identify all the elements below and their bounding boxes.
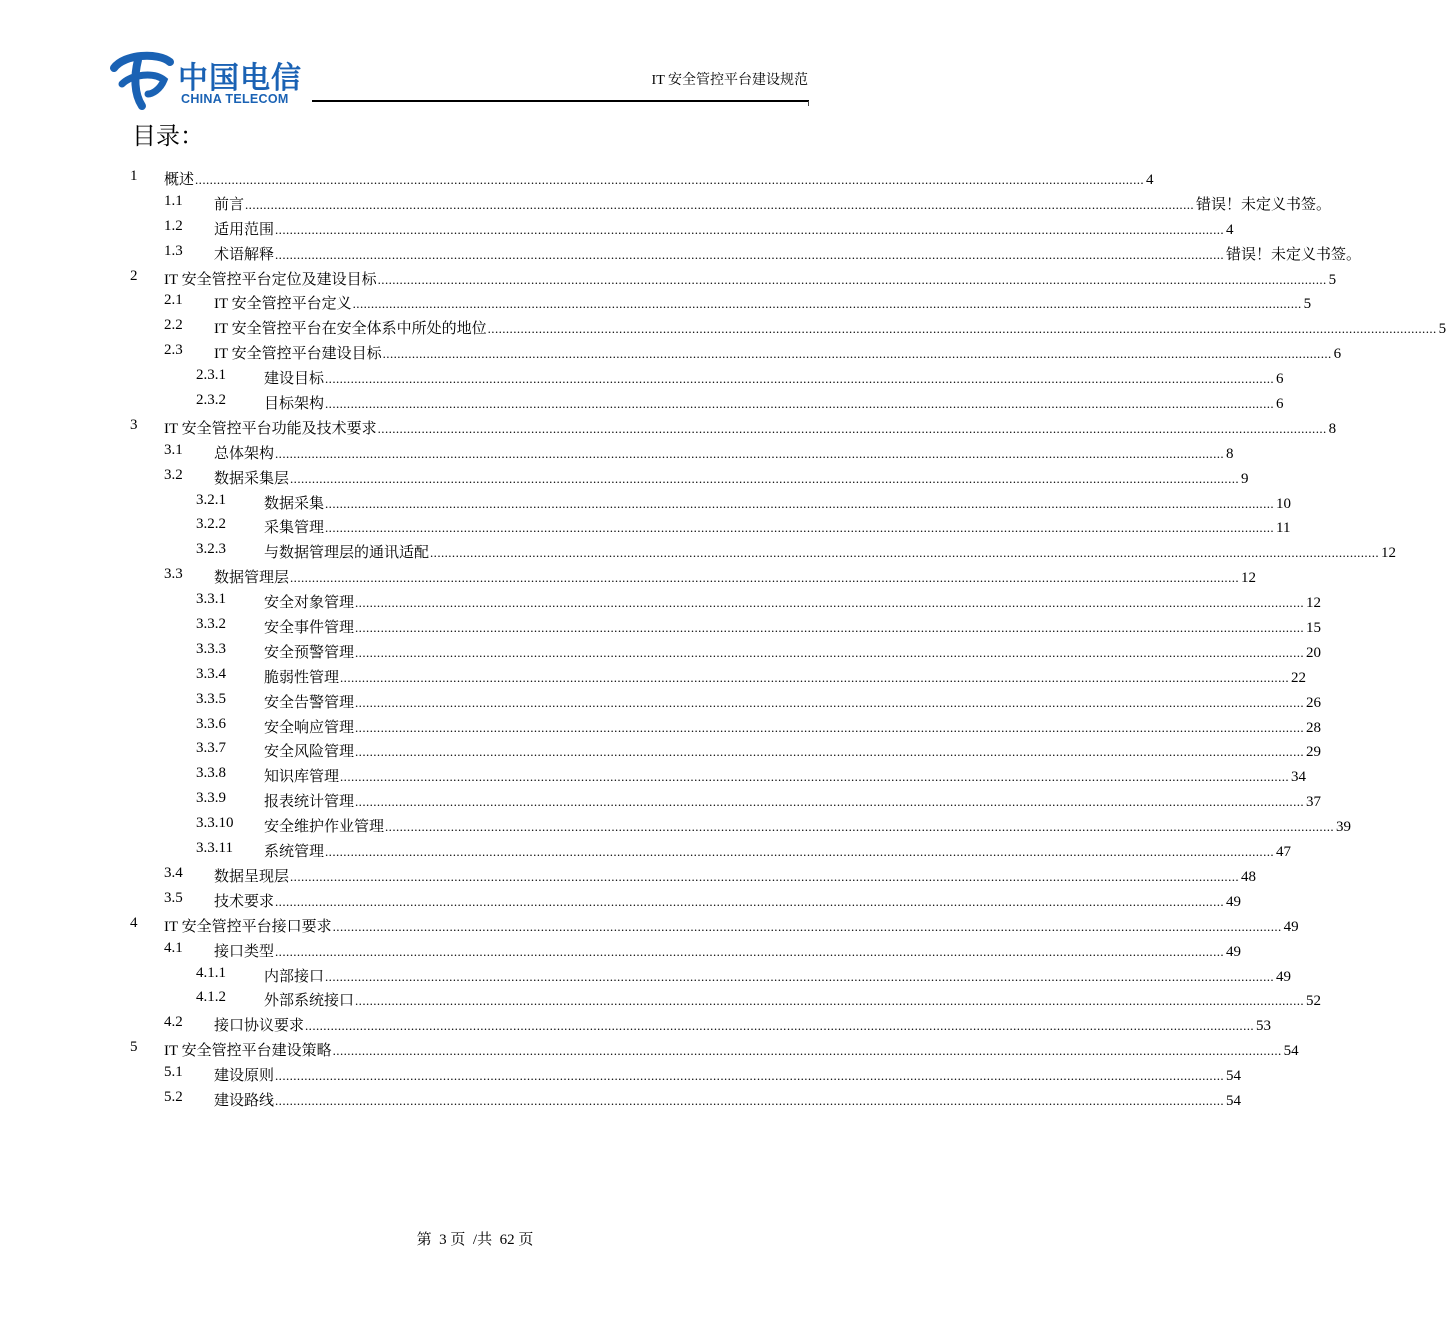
toc-entry-line <box>214 243 1362 264</box>
toc-dot-leader: .................................................................................................................................................................................................................................................................... <box>275 1068 1225 1084</box>
toc-entry-line <box>214 218 1234 239</box>
toc-entry-label: 建设原则 <box>214 1068 275 1085</box>
toc-entry-label: 技术要求 <box>214 893 275 910</box>
toc-entry-line <box>264 815 1352 836</box>
toc-entry[interactable] <box>0 737 1322 762</box>
toc-entry-label: 概述 <box>164 172 195 188</box>
toc-entry-line <box>264 516 1291 537</box>
toc-dot-leader: .................................................................................................................................................................................................................................................................... <box>355 744 1305 760</box>
toc-dot-leader: .................................................................................................................................................................................................................................................................... <box>325 520 1275 536</box>
toc-entry-number: 3.3.7 <box>196 740 226 757</box>
toc-entry-page: 53 <box>1256 1018 1272 1035</box>
toc-entry-page: 5 <box>1303 296 1312 313</box>
toc-entry-line <box>214 467 1249 488</box>
toc-entry-page: 52 <box>1306 993 1322 1010</box>
toc-entry[interactable] <box>0 339 1342 364</box>
toc-entry-label: 与数据管理层的通讯适配 <box>264 545 430 562</box>
toc-dot-leader: .................................................................................................................................................................................................................................................................... <box>430 545 1380 561</box>
toc-entry[interactable] <box>0 962 1292 987</box>
toc-entry[interactable] <box>0 1086 1242 1111</box>
toc-entry-number: 4.1.2 <box>196 989 226 1006</box>
toc-entry-page: 49 <box>1276 968 1292 985</box>
toc-entry-label: 术语解释 <box>214 246 275 263</box>
toc-entry-number: 2.3.1 <box>196 367 226 384</box>
document-title: IT 安全管控平台建设规范 <box>651 73 808 88</box>
toc-entry-label: IT 安全管控平台建设目标 <box>214 346 382 363</box>
toc-entry[interactable] <box>0 1061 1242 1086</box>
toc-entry-line <box>164 1039 1299 1060</box>
toc-entry-line <box>214 1014 1272 1035</box>
toc-entry-number: 3.2.2 <box>196 516 226 533</box>
toc-entry[interactable] <box>0 389 1284 414</box>
toc-entry[interactable] <box>0 414 1337 439</box>
toc-entry-number: 3.2.3 <box>196 541 226 558</box>
toc-entry-label: 接口类型 <box>214 943 275 960</box>
toc-entry-page: 47 <box>1276 844 1292 861</box>
toc-entry[interactable] <box>0 165 1154 190</box>
toc-entry[interactable] <box>0 289 1312 314</box>
toc-dot-leader: .................................................................................................................................................................................................................................................................... <box>340 769 1290 785</box>
toc-entry[interactable] <box>0 1036 1299 1061</box>
toc-entry-label: IT 安全管控平台接口要求 <box>164 918 332 935</box>
toc-entry-page: 34 <box>1291 769 1307 786</box>
toc-entry-page: 10 <box>1276 495 1292 512</box>
toc-dot-leader: .................................................................................................................................................................................................................................................................... <box>340 669 1290 685</box>
toc-entry[interactable] <box>0 887 1242 912</box>
toc-dot-leader: .................................................................................................................................................................................................................................................................... <box>325 844 1275 860</box>
toc-entry[interactable] <box>0 663 1307 688</box>
toc-entry-page: 4 <box>1146 172 1154 188</box>
toc-dot-leader: .................................................................................................................................................................................................................................................................... <box>275 445 1225 461</box>
toc-entry[interactable] <box>0 240 1362 265</box>
toc-entry-number: 4.1 <box>164 939 183 956</box>
toc-entry-number: 1.3 <box>164 242 183 259</box>
toc-entry-number: 3.3.4 <box>196 665 226 682</box>
toc-entry-label: 安全对象管理 <box>264 595 355 612</box>
toc-dot-leader: .................................................................................................................................................................................................................................................................... <box>382 346 1332 362</box>
toc-entry-page: 54 <box>1226 1068 1242 1085</box>
toc-entry-page: 48 <box>1241 868 1257 885</box>
toc-entry-line <box>264 765 1307 786</box>
toc-entry-number: 3.3.1 <box>196 591 226 608</box>
toc-dot-leader: .................................................................................................................................................................................................................................................................... <box>275 1092 1225 1108</box>
toc-entry-label: 数据采集层 <box>214 470 290 487</box>
toc-entry-line <box>214 442 1234 463</box>
china-telecom-emblem-icon <box>108 50 178 112</box>
toc-entry-number: 1.1 <box>164 192 183 209</box>
toc-entry-label: 脆弱性管理 <box>264 669 340 686</box>
toc-entry[interactable] <box>0 638 1322 663</box>
toc-entry-page: 5 <box>1328 271 1337 288</box>
toc-entry-page: 8 <box>1226 445 1234 462</box>
toc-entry-line <box>264 641 1322 662</box>
toc-dot-leader: .................................................................................................................................................................................................................................................................... <box>355 794 1305 810</box>
toc-entry-number: 4 <box>130 914 138 931</box>
toc-entry-page: 29 <box>1306 744 1322 761</box>
toc-dot-leader: .................................................................................................................................................................................................................................................................... <box>355 620 1305 636</box>
toc-entry[interactable] <box>0 688 1322 713</box>
toc-entry-label: 前言 <box>214 196 245 213</box>
toc-entry[interactable] <box>0 439 1234 464</box>
toc-entry-label: 安全预警管理 <box>264 644 355 661</box>
toc-entry-line <box>264 591 1322 612</box>
toc-entry-label: 安全事件管理 <box>264 620 355 637</box>
header-rule-tick <box>808 101 809 106</box>
toc-entry-number: 3.3.10 <box>196 815 234 832</box>
toc-dot-leader: .................................................................................................................................................................................................................................................................... <box>487 321 1437 337</box>
toc-dot-leader: .................................................................................................................................................................................................................................................................... <box>325 495 1275 511</box>
toc-entry-label: 知识库管理 <box>264 769 340 786</box>
toc-dot-leader: .................................................................................................................................................................................................................................................................... <box>355 993 1305 1009</box>
toc-entry-number: 2.2 <box>164 317 183 334</box>
toc-dot-leader: .................................................................................................................................................................................................................................................................... <box>245 196 1195 212</box>
toc-entry-label: 安全风险管理 <box>264 744 355 761</box>
toc-entry-number: 3.2 <box>164 466 183 483</box>
toc-entry-line <box>264 666 1307 687</box>
toc-entry-page: 8 <box>1328 420 1337 437</box>
toc-entry-page: 9 <box>1241 470 1249 487</box>
toc-entry-number: 5.1 <box>164 1064 183 1081</box>
toc-entry-label: 采集管理 <box>264 520 325 537</box>
toc-dot-leader: .................................................................................................................................................................................................................................................................... <box>377 271 1327 287</box>
toc-entry-number: 2.3.2 <box>196 392 226 409</box>
toc-entry-page: 49 <box>1226 943 1242 960</box>
table-of-contents <box>0 165 1446 1111</box>
toc-entry-page: 11 <box>1276 520 1291 537</box>
toc-entry-line <box>214 1064 1242 1085</box>
toc-dot-leader: .................................................................................................................................................................................................................................................................... <box>275 246 1225 262</box>
toc-entry-line <box>214 292 1312 313</box>
toc-entry-page: 错误！未定义书签。 <box>1196 196 1332 213</box>
toc-entry-line <box>214 566 1257 587</box>
header-rule <box>312 100 809 102</box>
toc-entry-label: IT 安全管控平台建设策略 <box>164 1043 332 1060</box>
toc-entry[interactable] <box>0 937 1242 962</box>
toc-entry-page: 49 <box>1283 918 1299 935</box>
page-footer: 第 3 页 /共 62 页 <box>416 1232 534 1248</box>
toc-entry-label: IT 安全管控平台定义 <box>214 296 352 313</box>
toc-dot-leader: .................................................................................................................................................................................................................................................................... <box>195 172 1145 187</box>
toc-entry[interactable] <box>0 314 1446 339</box>
toc-entry-label: 系统管理 <box>264 844 325 861</box>
toc-entry-number: 2 <box>130 267 138 284</box>
toc-entry-label: IT 安全管控平台定位及建设目标 <box>164 271 377 288</box>
toc-dot-leader: .................................................................................................................................................................................................................................................................... <box>377 420 1327 436</box>
toc-entry-number: 3 <box>130 416 138 433</box>
toc-dot-leader: .................................................................................................................................................................................................................................................................... <box>305 1018 1255 1034</box>
toc-dot-leader: .................................................................................................................................................................................................................................................................... <box>275 893 1225 909</box>
toc-entry-page: 12 <box>1241 570 1257 587</box>
toc-entry-label: 数据呈现层 <box>214 868 290 885</box>
toc-entry-number: 3.3.11 <box>196 840 233 857</box>
toc-entry-page: 20 <box>1306 644 1322 661</box>
toc-entry-page: 54 <box>1226 1092 1242 1109</box>
toc-entry-page: 22 <box>1291 669 1307 686</box>
toc-entry-line <box>264 541 1397 562</box>
toc-entry-label: 目标架构 <box>264 396 325 413</box>
toc-entry-label: 建设路线 <box>214 1092 275 1109</box>
toc-entry-line <box>164 168 1154 189</box>
toc-entry-label: 报表统计管理 <box>264 794 355 811</box>
toc-entry[interactable] <box>0 588 1322 613</box>
toc-entry-line <box>264 367 1284 388</box>
toc-entry-line <box>264 616 1322 637</box>
toc-entry[interactable] <box>0 513 1291 538</box>
toc-entry[interactable] <box>0 464 1249 489</box>
toc-entry-page: 15 <box>1306 620 1322 637</box>
logo-english-text: CHINA TELECOM <box>181 92 289 106</box>
toc-entry-page: 6 <box>1276 371 1284 388</box>
toc-entry-line <box>264 965 1292 986</box>
toc-entry[interactable] <box>0 862 1257 887</box>
toc-entry-number: 3.5 <box>164 889 183 906</box>
toc-entry-number: 3.3.9 <box>196 790 226 807</box>
toc-entry-label: 外部系统接口 <box>264 993 355 1010</box>
toc-dot-leader: .................................................................................................................................................................................................................................................................... <box>355 644 1305 660</box>
toc-entry-number: 2.3 <box>164 342 183 359</box>
toc-dot-leader: .................................................................................................................................................................................................................................................................... <box>355 694 1305 710</box>
toc-entry-page: 54 <box>1283 1043 1299 1060</box>
toc-entry-label: IT 安全管控平台功能及技术要求 <box>164 420 377 437</box>
toc-dot-leader: .................................................................................................................................................................................................................................................................... <box>275 221 1225 237</box>
toc-entry-number: 4.1.1 <box>196 964 226 981</box>
toc-entry-number: 5 <box>130 1039 138 1056</box>
toc-entry-line <box>264 492 1292 513</box>
toc-entry[interactable] <box>0 613 1322 638</box>
toc-entry[interactable] <box>0 190 1332 215</box>
toc-entry-line <box>264 740 1322 761</box>
toc-entry-label: 建设目标 <box>264 371 325 388</box>
toc-entry-page: 6 <box>1276 396 1284 413</box>
toc-entry[interactable] <box>0 912 1299 937</box>
toc-entry-number: 3.2.1 <box>196 491 226 508</box>
logo-chinese-text: 中国电信 <box>178 61 302 96</box>
toc-entry[interactable] <box>0 986 1322 1011</box>
toc-entry-line <box>264 840 1292 861</box>
toc-entry-line <box>264 790 1322 811</box>
toc-entry-line <box>264 716 1322 737</box>
toc-entry-line <box>164 268 1337 289</box>
toc-entry-label: 数据管理层 <box>214 570 290 587</box>
toc-entry[interactable] <box>0 489 1292 514</box>
toc-entry-page: 39 <box>1336 819 1352 836</box>
toc-entry-line <box>214 1089 1242 1110</box>
toc-entry-line <box>214 342 1342 363</box>
toc-entry-label: IT 安全管控平台在安全体系中所处的地位 <box>214 321 487 338</box>
toc-entry-number: 2.1 <box>164 292 183 309</box>
toc-dot-leader: .................................................................................................................................................................................................................................................................... <box>275 943 1225 959</box>
toc-entry-line <box>164 417 1337 438</box>
toc-entry-number: 5.2 <box>164 1088 183 1105</box>
toc-dot-leader: .................................................................................................................................................................................................................................................................... <box>290 470 1240 486</box>
toc-entry-number: 3.3.3 <box>196 640 226 657</box>
toc-entry-page: 26 <box>1306 694 1322 711</box>
toc-entry-label: 适用范围 <box>214 221 275 238</box>
toc-dot-leader: .................................................................................................................................................................................................................................................................... <box>385 819 1335 835</box>
toc-entry-number: 3.3.5 <box>196 690 226 707</box>
toc-entry-line <box>214 317 1446 338</box>
toc-dot-leader: .................................................................................................................................................................................................................................................................... <box>290 868 1240 884</box>
toc-entry-label: 内部接口 <box>264 968 325 985</box>
toc-entry[interactable] <box>0 215 1234 240</box>
toc-entry-page: 49 <box>1226 893 1242 910</box>
toc-entry-page: 6 <box>1333 346 1342 363</box>
toc-entry-page: 28 <box>1306 719 1322 736</box>
toc-entry[interactable] <box>0 787 1322 812</box>
toc-entry-number: 1 <box>130 168 138 184</box>
toc-dot-leader: .................................................................................................................................................................................................................................................................... <box>325 371 1275 387</box>
toc-dot-leader: .................................................................................................................................................................................................................................................................... <box>355 719 1305 735</box>
toc-entry-page: 4 <box>1226 221 1234 238</box>
toc-entry-page: 37 <box>1306 794 1322 811</box>
toc-entry-number: 3.4 <box>164 864 183 881</box>
toc-entry[interactable] <box>0 265 1337 290</box>
toc-entry[interactable] <box>0 812 1352 837</box>
toc-dot-leader: .................................................................................................................................................................................................................................................................... <box>355 595 1305 611</box>
toc-entry-label: 安全告警管理 <box>264 694 355 711</box>
toc-dot-leader: .................................................................................................................................................................................................................................................................... <box>290 570 1240 586</box>
toc-entry-line <box>264 392 1284 413</box>
toc-entry-line <box>214 193 1332 214</box>
toc-entry[interactable] <box>0 538 1397 563</box>
toc-entry-label: 总体架构 <box>214 445 275 462</box>
toc-entry-number: 3.3 <box>164 566 183 583</box>
toc-entry[interactable] <box>0 837 1292 862</box>
toc-entry-line <box>214 940 1242 961</box>
toc-dot-leader: .................................................................................................................................................................................................................................................................... <box>332 1043 1282 1059</box>
toc-entry-page: 错误！未定义书签。 <box>1226 246 1362 263</box>
toc-entry[interactable] <box>0 762 1307 787</box>
toc-entry-label: 接口协议要求 <box>214 1018 305 1035</box>
toc-entry-page: 12 <box>1306 595 1322 612</box>
toc-entry[interactable] <box>0 364 1284 389</box>
toc-entry-line <box>264 989 1322 1010</box>
toc-entry-page: 5 <box>1438 321 1446 338</box>
toc-entry-page: 12 <box>1381 545 1397 562</box>
toc-entry-label: 数据采集 <box>264 495 325 512</box>
toc-entry-number: 4.2 <box>164 1014 183 1031</box>
toc-entry-number: 3.3.6 <box>196 715 226 732</box>
toc-entry-line <box>264 691 1322 712</box>
toc-entry-number: 1.2 <box>164 217 183 234</box>
toc-entry-label: 安全维护作业管理 <box>264 819 385 836</box>
china-telecom-logo <box>108 50 308 112</box>
toc-heading: 目录： <box>132 124 204 150</box>
toc-entry[interactable] <box>0 563 1257 588</box>
toc-dot-leader: .................................................................................................................................................................................................................................................................... <box>332 918 1282 934</box>
toc-dot-leader: .................................................................................................................................................................................................................................................................... <box>325 396 1275 412</box>
toc-entry-label: 安全响应管理 <box>264 719 355 736</box>
toc-entry-line <box>164 915 1299 936</box>
toc-entry[interactable] <box>0 1011 1272 1036</box>
toc-dot-leader: .................................................................................................................................................................................................................................................................... <box>352 296 1302 312</box>
toc-entry-line <box>214 865 1257 886</box>
toc-entry-number: 3.3.8 <box>196 765 226 782</box>
toc-entry-number: 3.1 <box>164 441 183 458</box>
toc-entry[interactable] <box>0 713 1322 738</box>
toc-entry-number: 3.3.2 <box>196 616 226 633</box>
toc-entry-line <box>214 890 1242 911</box>
toc-dot-leader: .................................................................................................................................................................................................................................................................... <box>325 968 1275 984</box>
